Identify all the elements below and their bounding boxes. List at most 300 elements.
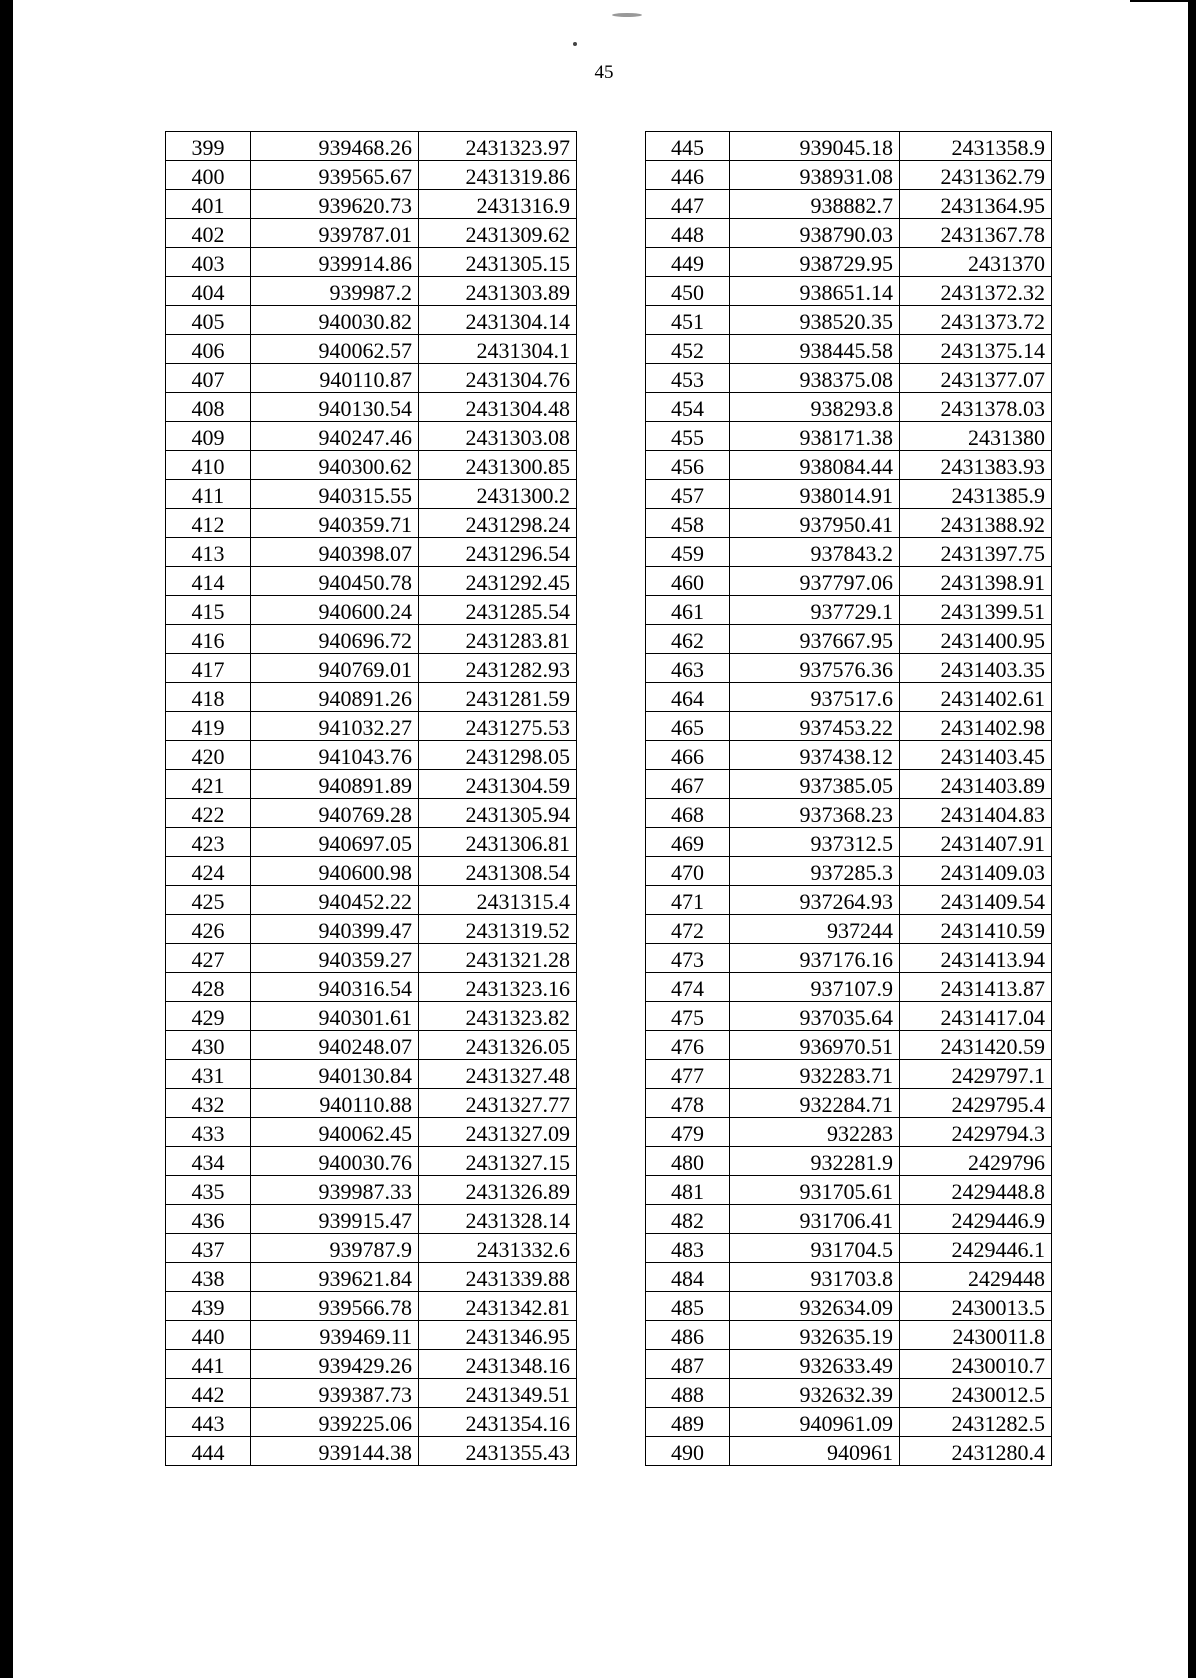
point-number-cell: 459 <box>646 538 730 567</box>
y-coordinate-cell: 2429448 <box>900 1263 1052 1292</box>
y-coordinate-cell: 2429795.4 <box>900 1089 1052 1118</box>
x-coordinate-cell: 940316.54 <box>251 973 419 1002</box>
point-number-cell: 485 <box>646 1292 730 1321</box>
y-coordinate-cell: 2431420.59 <box>900 1031 1052 1060</box>
table-row <box>166 393 577 422</box>
x-coordinate-cell: 940110.88 <box>251 1089 419 1118</box>
y-coordinate-cell: 2431339.88 <box>419 1263 577 1292</box>
point-number-cell: 474 <box>646 973 730 1002</box>
y-coordinate-cell: 2431398.91 <box>900 567 1052 596</box>
point-number-cell: 470 <box>646 857 730 886</box>
y-coordinate-cell: 2431377.07 <box>900 364 1052 393</box>
table-row <box>646 944 1052 973</box>
table-row <box>166 973 577 1002</box>
table-row <box>646 799 1052 828</box>
table-row <box>166 1089 577 1118</box>
y-coordinate-cell: 2431283.81 <box>419 625 577 654</box>
table-row <box>646 190 1052 219</box>
y-coordinate-cell: 2431417.04 <box>900 1002 1052 1031</box>
x-coordinate-cell: 940961.09 <box>730 1408 900 1437</box>
x-coordinate-cell: 940769.28 <box>251 799 419 828</box>
y-coordinate-cell: 2431326.89 <box>419 1176 577 1205</box>
table-row <box>646 1089 1052 1118</box>
point-number-cell: 440 <box>166 1321 251 1350</box>
y-coordinate-cell: 2431342.81 <box>419 1292 577 1321</box>
point-number-cell: 449 <box>646 248 730 277</box>
point-number-cell: 417 <box>166 654 251 683</box>
point-number-cell: 408 <box>166 393 251 422</box>
table-row <box>646 1118 1052 1147</box>
y-coordinate-cell: 2431309.62 <box>419 219 577 248</box>
x-coordinate-cell: 937035.64 <box>730 1002 900 1031</box>
y-coordinate-cell: 2431298.24 <box>419 509 577 538</box>
y-coordinate-cell: 2429448.8 <box>900 1176 1052 1205</box>
table-row <box>166 683 577 712</box>
table-row <box>646 828 1052 857</box>
table-row <box>646 393 1052 422</box>
x-coordinate-cell: 940398.07 <box>251 538 419 567</box>
x-coordinate-cell: 940769.01 <box>251 654 419 683</box>
table-body <box>166 132 577 1466</box>
table-row <box>166 1118 577 1147</box>
y-coordinate-cell: 2431348.16 <box>419 1350 577 1379</box>
x-coordinate-cell: 937453.22 <box>730 712 900 741</box>
x-coordinate-cell: 932634.09 <box>730 1292 900 1321</box>
y-coordinate-cell: 2431304.76 <box>419 364 577 393</box>
point-number-cell: 481 <box>646 1176 730 1205</box>
table-row <box>646 973 1052 1002</box>
y-coordinate-cell: 2431281.59 <box>419 683 577 712</box>
point-number-cell: 483 <box>646 1234 730 1263</box>
point-number-cell: 458 <box>646 509 730 538</box>
point-number-cell: 476 <box>646 1031 730 1060</box>
point-number-cell: 414 <box>166 567 251 596</box>
table-row <box>166 886 577 915</box>
table-row <box>166 132 577 161</box>
table-row <box>646 422 1052 451</box>
x-coordinate-cell: 937244 <box>730 915 900 944</box>
scan-edge-right <box>1188 0 1196 1678</box>
point-number-cell: 406 <box>166 335 251 364</box>
point-number-cell: 484 <box>646 1263 730 1292</box>
point-number-cell: 425 <box>166 886 251 915</box>
table-row <box>646 306 1052 335</box>
x-coordinate-cell: 940030.82 <box>251 306 419 335</box>
table-row <box>646 1350 1052 1379</box>
table-row <box>646 654 1052 683</box>
x-coordinate-cell: 937285.3 <box>730 857 900 886</box>
table-row <box>166 625 577 654</box>
point-number-cell: 456 <box>646 451 730 480</box>
x-coordinate-cell: 932284.71 <box>730 1089 900 1118</box>
point-number-cell: 457 <box>646 480 730 509</box>
x-coordinate-cell: 939987.2 <box>251 277 419 306</box>
y-coordinate-cell: 2430011.8 <box>900 1321 1052 1350</box>
point-number-cell: 453 <box>646 364 730 393</box>
table-row <box>166 277 577 306</box>
x-coordinate-cell: 938790.03 <box>730 219 900 248</box>
y-coordinate-cell: 2431400.95 <box>900 625 1052 654</box>
x-coordinate-cell: 939787.9 <box>251 1234 419 1263</box>
y-coordinate-cell: 2431326.05 <box>419 1031 577 1060</box>
table-row <box>166 248 577 277</box>
point-number-cell: 468 <box>646 799 730 828</box>
table-row <box>646 248 1052 277</box>
table-row <box>646 1176 1052 1205</box>
x-coordinate-cell: 937667.95 <box>730 625 900 654</box>
table-row <box>646 1292 1052 1321</box>
y-coordinate-cell: 2431354.16 <box>419 1408 577 1437</box>
x-coordinate-cell: 939469.11 <box>251 1321 419 1350</box>
y-coordinate-cell: 2431413.87 <box>900 973 1052 1002</box>
point-number-cell: 473 <box>646 944 730 973</box>
x-coordinate-cell: 939429.26 <box>251 1350 419 1379</box>
table-row <box>646 1437 1052 1466</box>
y-coordinate-cell: 2431373.72 <box>900 306 1052 335</box>
x-coordinate-cell: 939915.47 <box>251 1205 419 1234</box>
x-coordinate-cell: 932281.9 <box>730 1147 900 1176</box>
x-coordinate-cell: 940600.24 <box>251 596 419 625</box>
scan-speck <box>612 13 642 17</box>
point-number-cell: 478 <box>646 1089 730 1118</box>
table-row <box>646 1147 1052 1176</box>
table-row <box>166 219 577 248</box>
x-coordinate-cell: 937312.5 <box>730 828 900 857</box>
x-coordinate-cell: 940300.62 <box>251 451 419 480</box>
x-coordinate-cell: 938375.08 <box>730 364 900 393</box>
point-number-cell: 407 <box>166 364 251 393</box>
point-number-cell: 418 <box>166 683 251 712</box>
point-number-cell: 467 <box>646 770 730 799</box>
point-number-cell: 472 <box>646 915 730 944</box>
x-coordinate-cell: 940130.84 <box>251 1060 419 1089</box>
table-row <box>646 683 1052 712</box>
y-coordinate-cell: 2431303.89 <box>419 277 577 306</box>
table-row <box>646 596 1052 625</box>
y-coordinate-cell: 2431300.2 <box>419 480 577 509</box>
y-coordinate-cell: 2429796 <box>900 1147 1052 1176</box>
x-coordinate-cell: 937264.93 <box>730 886 900 915</box>
point-number-cell: 475 <box>646 1002 730 1031</box>
y-coordinate-cell: 2429446.9 <box>900 1205 1052 1234</box>
x-coordinate-cell: 940315.55 <box>251 480 419 509</box>
y-coordinate-cell: 2431282.93 <box>419 654 577 683</box>
table-row <box>166 1176 577 1205</box>
x-coordinate-cell: 941043.76 <box>251 741 419 770</box>
table-row <box>646 509 1052 538</box>
table-row <box>166 1350 577 1379</box>
table-row <box>646 364 1052 393</box>
table-row <box>646 741 1052 770</box>
y-coordinate-cell: 2431383.93 <box>900 451 1052 480</box>
y-coordinate-cell: 2431410.59 <box>900 915 1052 944</box>
table-row <box>166 1234 577 1263</box>
y-coordinate-cell: 2431367.78 <box>900 219 1052 248</box>
x-coordinate-cell: 938729.95 <box>730 248 900 277</box>
x-coordinate-cell: 940359.27 <box>251 944 419 973</box>
y-coordinate-cell: 2431304.14 <box>419 306 577 335</box>
table-row <box>166 1437 577 1466</box>
x-coordinate-cell: 940062.45 <box>251 1118 419 1147</box>
point-number-cell: 464 <box>646 683 730 712</box>
point-number-cell: 487 <box>646 1350 730 1379</box>
table-row <box>646 1379 1052 1408</box>
y-coordinate-cell: 2431321.28 <box>419 944 577 973</box>
point-number-cell: 471 <box>646 886 730 915</box>
point-number-cell: 451 <box>646 306 730 335</box>
y-coordinate-cell: 2431319.86 <box>419 161 577 190</box>
x-coordinate-cell: 937797.06 <box>730 567 900 596</box>
point-number-cell: 401 <box>166 190 251 219</box>
table-row <box>166 451 577 480</box>
y-coordinate-cell: 2431304.59 <box>419 770 577 799</box>
x-coordinate-cell: 938445.58 <box>730 335 900 364</box>
y-coordinate-cell: 2431300.85 <box>419 451 577 480</box>
table-row <box>646 335 1052 364</box>
table-row <box>646 1031 1052 1060</box>
table-row <box>646 538 1052 567</box>
y-coordinate-cell: 2431378.03 <box>900 393 1052 422</box>
x-coordinate-cell: 938171.38 <box>730 422 900 451</box>
table-row <box>166 480 577 509</box>
scan-speck <box>573 42 577 46</box>
point-number-cell: 477 <box>646 1060 730 1089</box>
y-coordinate-cell: 2431305.15 <box>419 248 577 277</box>
y-coordinate-cell: 2431303.08 <box>419 422 577 451</box>
table-row <box>646 1263 1052 1292</box>
point-number-cell: 488 <box>646 1379 730 1408</box>
point-number-cell: 436 <box>166 1205 251 1234</box>
table-row <box>166 161 577 190</box>
y-coordinate-cell: 2431346.95 <box>419 1321 577 1350</box>
x-coordinate-cell: 936970.51 <box>730 1031 900 1060</box>
y-coordinate-cell: 2431358.9 <box>900 132 1052 161</box>
y-coordinate-cell: 2431323.16 <box>419 973 577 1002</box>
table-row <box>166 1205 577 1234</box>
table-row <box>166 857 577 886</box>
table-row <box>166 654 577 683</box>
table-row <box>646 886 1052 915</box>
point-number-cell: 442 <box>166 1379 251 1408</box>
point-number-cell: 460 <box>646 567 730 596</box>
x-coordinate-cell: 938293.8 <box>730 393 900 422</box>
y-coordinate-cell: 2431388.92 <box>900 509 1052 538</box>
y-coordinate-cell: 2431355.43 <box>419 1437 577 1466</box>
table-row <box>166 335 577 364</box>
x-coordinate-cell: 931706.41 <box>730 1205 900 1234</box>
point-number-cell: 448 <box>646 219 730 248</box>
table-row <box>646 857 1052 886</box>
point-number-cell: 439 <box>166 1292 251 1321</box>
y-coordinate-cell: 2431364.95 <box>900 190 1052 219</box>
point-number-cell: 441 <box>166 1350 251 1379</box>
table-row <box>166 190 577 219</box>
point-number-cell: 438 <box>166 1263 251 1292</box>
point-number-cell: 443 <box>166 1408 251 1437</box>
point-number-cell: 486 <box>646 1321 730 1350</box>
point-number-cell: 435 <box>166 1176 251 1205</box>
x-coordinate-cell: 932283.71 <box>730 1060 900 1089</box>
point-number-cell: 455 <box>646 422 730 451</box>
point-number-cell: 403 <box>166 248 251 277</box>
table-row <box>646 277 1052 306</box>
y-coordinate-cell: 2431315.4 <box>419 886 577 915</box>
y-coordinate-cell: 2431402.98 <box>900 712 1052 741</box>
table-row <box>646 1060 1052 1089</box>
table-row <box>646 132 1052 161</box>
table-row <box>166 1060 577 1089</box>
x-coordinate-cell: 940062.57 <box>251 335 419 364</box>
x-coordinate-cell: 937576.36 <box>730 654 900 683</box>
x-coordinate-cell: 937368.23 <box>730 799 900 828</box>
x-coordinate-cell: 940248.07 <box>251 1031 419 1060</box>
point-number-cell: 419 <box>166 712 251 741</box>
x-coordinate-cell: 940600.98 <box>251 857 419 886</box>
table-row <box>646 1002 1052 1031</box>
y-coordinate-cell: 2431403.45 <box>900 741 1052 770</box>
x-coordinate-cell: 937517.6 <box>730 683 900 712</box>
x-coordinate-cell: 937950.41 <box>730 509 900 538</box>
x-coordinate-cell: 939987.33 <box>251 1176 419 1205</box>
x-coordinate-cell: 941032.27 <box>251 712 419 741</box>
x-coordinate-cell: 938520.35 <box>730 306 900 335</box>
x-coordinate-cell: 937729.1 <box>730 596 900 625</box>
y-coordinate-cell: 2431316.9 <box>419 190 577 219</box>
y-coordinate-cell: 2429446.1 <box>900 1234 1052 1263</box>
x-coordinate-cell: 940130.54 <box>251 393 419 422</box>
y-coordinate-cell: 2431399.51 <box>900 596 1052 625</box>
table-row <box>646 1234 1052 1263</box>
table-row <box>166 422 577 451</box>
x-coordinate-cell: 940399.47 <box>251 915 419 944</box>
point-number-cell: 461 <box>646 596 730 625</box>
x-coordinate-cell: 939620.73 <box>251 190 419 219</box>
y-coordinate-cell: 2429794.3 <box>900 1118 1052 1147</box>
scan-edge-left <box>0 0 13 1678</box>
y-coordinate-cell: 2431285.54 <box>419 596 577 625</box>
page-number: 45 <box>594 62 614 83</box>
y-coordinate-cell: 2431397.75 <box>900 538 1052 567</box>
y-coordinate-cell: 2431280.4 <box>900 1437 1052 1466</box>
table-row <box>166 364 577 393</box>
x-coordinate-cell: 932633.49 <box>730 1350 900 1379</box>
point-number-cell: 447 <box>646 190 730 219</box>
point-number-cell: 416 <box>166 625 251 654</box>
y-coordinate-cell: 2430012.5 <box>900 1379 1052 1408</box>
point-number-cell: 421 <box>166 770 251 799</box>
x-coordinate-cell: 931704.5 <box>730 1234 900 1263</box>
x-coordinate-cell: 938931.08 <box>730 161 900 190</box>
point-number-cell: 437 <box>166 1234 251 1263</box>
y-coordinate-cell: 2431327.09 <box>419 1118 577 1147</box>
table-row <box>166 509 577 538</box>
point-number-cell: 405 <box>166 306 251 335</box>
x-coordinate-cell: 939144.38 <box>251 1437 419 1466</box>
y-coordinate-cell: 2431370 <box>900 248 1052 277</box>
point-number-cell: 422 <box>166 799 251 828</box>
x-coordinate-cell: 940696.72 <box>251 625 419 654</box>
point-number-cell: 463 <box>646 654 730 683</box>
point-number-cell: 444 <box>166 1437 251 1466</box>
x-coordinate-cell: 938882.7 <box>730 190 900 219</box>
point-number-cell: 489 <box>646 1408 730 1437</box>
y-coordinate-cell: 2431282.5 <box>900 1408 1052 1437</box>
y-coordinate-cell: 2431306.81 <box>419 828 577 857</box>
point-number-cell: 452 <box>646 335 730 364</box>
y-coordinate-cell: 2431296.54 <box>419 538 577 567</box>
point-number-cell: 428 <box>166 973 251 1002</box>
point-number-cell: 466 <box>646 741 730 770</box>
x-coordinate-cell: 940301.61 <box>251 1002 419 1031</box>
point-number-cell: 450 <box>646 277 730 306</box>
point-number-cell: 454 <box>646 393 730 422</box>
table-row <box>646 1205 1052 1234</box>
table-row <box>646 1321 1052 1350</box>
y-coordinate-cell: 2431304.48 <box>419 393 577 422</box>
y-coordinate-cell: 2431332.6 <box>419 1234 577 1263</box>
y-coordinate-cell: 2431372.32 <box>900 277 1052 306</box>
table-row <box>646 219 1052 248</box>
x-coordinate-cell: 940110.87 <box>251 364 419 393</box>
table-row <box>166 538 577 567</box>
y-coordinate-cell: 2431327.77 <box>419 1089 577 1118</box>
y-coordinate-cell: 2431323.82 <box>419 1002 577 1031</box>
table-row <box>646 625 1052 654</box>
y-coordinate-cell: 2431404.83 <box>900 799 1052 828</box>
point-number-cell: 410 <box>166 451 251 480</box>
y-coordinate-cell: 2431402.61 <box>900 683 1052 712</box>
table-row <box>166 1147 577 1176</box>
point-number-cell: 402 <box>166 219 251 248</box>
x-coordinate-cell: 937176.16 <box>730 944 900 973</box>
point-number-cell: 432 <box>166 1089 251 1118</box>
point-number-cell: 427 <box>166 944 251 973</box>
table-body <box>646 132 1052 1466</box>
x-coordinate-cell: 937385.05 <box>730 770 900 799</box>
y-coordinate-cell: 2431298.05 <box>419 741 577 770</box>
x-coordinate-cell: 939621.84 <box>251 1263 419 1292</box>
y-coordinate-cell: 2431292.45 <box>419 567 577 596</box>
x-coordinate-cell: 939468.26 <box>251 132 419 161</box>
x-coordinate-cell: 939566.78 <box>251 1292 419 1321</box>
y-coordinate-cell: 2431308.54 <box>419 857 577 886</box>
y-coordinate-cell: 2431304.1 <box>419 335 577 364</box>
y-coordinate-cell: 2431328.14 <box>419 1205 577 1234</box>
x-coordinate-cell: 940450.78 <box>251 567 419 596</box>
x-coordinate-cell: 932635.19 <box>730 1321 900 1350</box>
point-number-cell: 415 <box>166 596 251 625</box>
point-number-cell: 426 <box>166 915 251 944</box>
point-number-cell: 404 <box>166 277 251 306</box>
table-row <box>166 1031 577 1060</box>
point-number-cell: 480 <box>646 1147 730 1176</box>
table-row <box>166 712 577 741</box>
y-coordinate-cell: 2429797.1 <box>900 1060 1052 1089</box>
table-row <box>646 1408 1052 1437</box>
x-coordinate-cell: 937438.12 <box>730 741 900 770</box>
table-row <box>646 480 1052 509</box>
table-row <box>646 770 1052 799</box>
table-row <box>646 915 1052 944</box>
table-row <box>166 1263 577 1292</box>
y-coordinate-cell: 2431323.97 <box>419 132 577 161</box>
point-number-cell: 482 <box>646 1205 730 1234</box>
x-coordinate-cell: 938084.44 <box>730 451 900 480</box>
point-number-cell: 400 <box>166 161 251 190</box>
x-coordinate-cell: 940359.71 <box>251 509 419 538</box>
table-row <box>166 1321 577 1350</box>
point-number-cell: 445 <box>646 132 730 161</box>
